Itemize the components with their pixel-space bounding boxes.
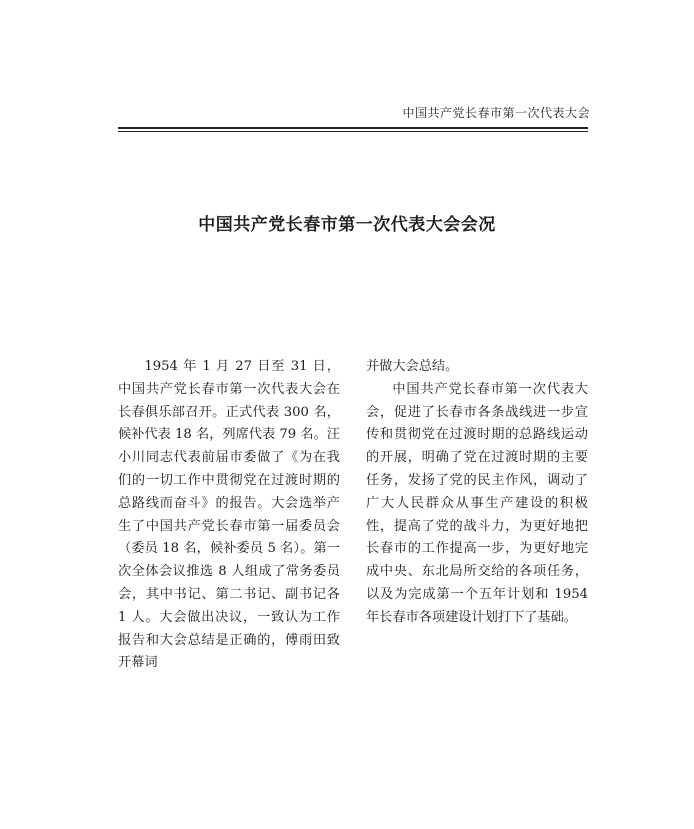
- left-column: [118, 356, 340, 675]
- header-rule-thick: [118, 127, 588, 129]
- left-column-paragraph: 1954 年 1 月 27 日至 31 日，中国共产党长春市第一次代表大会在长春俱乐部召开。正式代表 300 名，候补代表 18 名，列席代表 79 名。汪小川同志代表前届市委做了《为在我们的一切工作中贯彻党在过渡时期的总路线而奋斗》的报告。大会选举产生了中国共产党长春市第一届委员会（委员 18 名，候补委员 5 名）。第一次全体会议推选 8 人组成了常务委员会，其中书记、第二书记、副书记各 1 人。大会做出决议，一致认为工作报告和大会总结是正确的，傅雨田致开幕词: [118, 359, 340, 671]
- running-header: 中国共产党长春市第一次代表大会: [402, 106, 590, 120]
- article-title: 中国共产党长春市第一次代表大会会况: [198, 215, 496, 235]
- right-column-paragraph: 中国共产党长春市第一次代表大会，促进了长春市各条战线进一步宣传和贯彻党在过渡时期的总路线运动的开展，明确了党在过渡时期的主要任务，发扬了党的民主作风，调动了广大人民群众从事生产建设的积极性，提高了党的战斗力，为更好地把长春市的工作提高一步，为更好地完成中央、东北局所交给的各项任务，以及为完成第一个五年计划和 1954 年长春市各项建设计划打下了基础。: [366, 381, 588, 625]
- right-column-continuation: 并做大会总结。: [366, 359, 459, 374]
- header-rule-thin: [118, 131, 588, 132]
- right-column: [366, 356, 588, 630]
